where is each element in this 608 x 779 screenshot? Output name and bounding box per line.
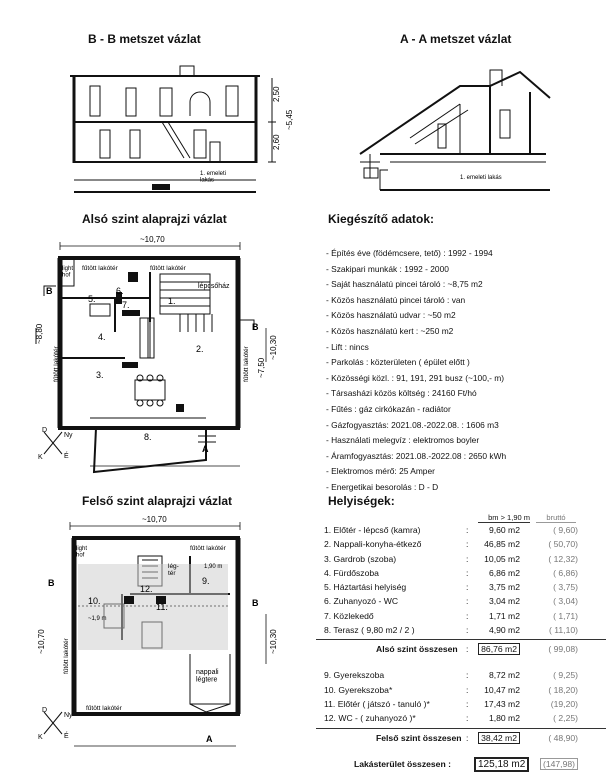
room-brutto: ( 3,04) xyxy=(553,596,578,607)
lower-compass-ny: Ny xyxy=(64,432,73,439)
room-bm: 8,72 m2 xyxy=(488,670,520,681)
lower-total-row: Alsó szint összesen : 86,76 m2 ( 99,08) xyxy=(376,644,578,655)
upper-cut-b-left: B xyxy=(48,578,55,588)
col-brutto-header: bruttó xyxy=(536,513,576,523)
room-name: 9. Gyerekszoba xyxy=(324,670,385,681)
upper-room-9: 9. xyxy=(202,576,210,586)
room-name: 12. WC - ( zuhanyozó )* xyxy=(324,713,416,724)
lower-cut-a: A xyxy=(202,444,209,454)
upper-dim-left: ~10,70 xyxy=(37,629,46,654)
room-brutto: ( 9,25) xyxy=(553,670,578,681)
aa-section-drawing xyxy=(350,58,570,198)
lower-room-2: 2. xyxy=(196,344,204,354)
info-line: - Parkolás : közterületen ( épület előtt ) xyxy=(326,357,470,368)
room-bm: 3,04 m2 xyxy=(488,596,520,607)
table-row: 9. Gyerekszoba : 8,72 m2 ( 9,25) xyxy=(324,670,578,681)
bb-dim-total: ~5,45 xyxy=(285,109,294,130)
upper-compass-ny: Ny xyxy=(64,712,73,719)
extra-info-list xyxy=(326,246,604,496)
upper-total-brutto: ( 48,90) xyxy=(548,732,578,743)
aa-floor-label: 1. emeleti lakás xyxy=(460,175,502,181)
lower-dim-left: ~8,80 xyxy=(35,323,44,344)
upper-compass xyxy=(44,712,62,734)
upper-height-mark-1: 1,90 m xyxy=(204,564,223,570)
room-name: 3. Gardrob (szoba) xyxy=(324,553,397,564)
info-line: - Közös használatú pincei tároló : van xyxy=(326,294,466,305)
upper-compass-k: K xyxy=(38,734,43,741)
upper-cut-b-right: B xyxy=(252,598,259,608)
info-line: - Elektromos mérő: 25 Amper xyxy=(326,466,435,477)
room-brutto: (19,20) xyxy=(550,698,578,709)
upper-compass-e: É xyxy=(64,733,69,740)
room-bm: 10,47 m2 xyxy=(484,684,520,695)
info-line: - Gázfogyasztás: 2021.08.-2022.08. : 1606 m3 xyxy=(326,419,499,430)
room-name: 6. Zuhanyozó - WC xyxy=(324,596,399,607)
lower-room-3: 3. xyxy=(96,370,104,380)
table-row: 6. Zuhanyozó - WC : 3,04 m2 ( 3,04) xyxy=(324,596,578,607)
info-line: - Társasházi közös költség : 24160 Ft/hó xyxy=(326,388,477,399)
upper-floor-plan xyxy=(30,514,290,758)
info-line: - Építés éve (födémcsere, tető) : 1992 - 1994 xyxy=(326,248,493,258)
lower-heated-left: fűtött lakótér xyxy=(53,346,60,382)
col-bm-header: bm > 1,90 m xyxy=(478,513,530,523)
info-line: - Fűtés : gáz cirkókazán - radiátor xyxy=(326,403,451,414)
upper-gallery: nappali légtere xyxy=(196,669,219,684)
room-bm: 1,80 m2 xyxy=(488,713,520,724)
upper-total-bm: 38,42 m2 xyxy=(478,732,520,744)
bb-section-title: B - B metszet vázlat xyxy=(88,32,201,46)
room-brutto: ( 18,20) xyxy=(548,684,578,695)
lower-dim-right: ~10,30 xyxy=(269,335,278,360)
lower-compass xyxy=(44,432,62,454)
upper-heated-1: fűtött lakótér xyxy=(190,545,226,552)
table-row: 12. WC - ( zuhanyozó )* : 1,80 m2 ( 2,25) xyxy=(316,713,606,728)
table-row: 3. Gardrob (szoba) : 10,05 m2 ( 12,32) xyxy=(324,553,578,564)
info-line: - Áramfogyasztás: 2021.08.-2022.08 : 2650 kWh xyxy=(326,450,507,461)
room-brutto: ( 6,86) xyxy=(553,567,578,578)
grand-total-label: Lakásterület összesen : xyxy=(354,758,451,769)
upper-compass-d: D xyxy=(42,707,48,714)
room-brutto: ( 1,71) xyxy=(553,610,578,621)
info-line: - Lift : nincs xyxy=(326,341,369,352)
bb-dim-lower: 2,60 xyxy=(272,134,281,150)
bb-section-drawing xyxy=(60,58,300,198)
table-row: 8. Terasz ( 9,80 m2 / 2 ) : 4,90 m2 ( 11,10) xyxy=(316,625,606,640)
info-line: - Használati melegvíz : elektromos boyler xyxy=(326,435,480,446)
lower-compass-d: D xyxy=(42,427,48,434)
upper-heated-bottom: fűtött lakótér xyxy=(86,705,122,712)
rooms-table xyxy=(316,513,606,779)
lower-compass-k: K xyxy=(38,454,43,461)
room-bm: 17,43 m2 xyxy=(484,698,520,709)
room-brutto: ( 3,75) xyxy=(553,582,578,593)
lower-cut-b-right: B xyxy=(252,322,259,332)
room-brutto: ( 50,70) xyxy=(548,539,578,550)
room-bm: 10,05 m2 xyxy=(484,553,520,564)
bb-floor-label: 1. emeleti lakás xyxy=(200,171,227,184)
lower-total-brutto: ( 99,08) xyxy=(548,644,578,655)
grand-total-bm: 125,18 m2 xyxy=(474,757,529,772)
lower-room-5: 5. xyxy=(88,294,96,304)
room-bm: 4,90 m2 xyxy=(488,625,520,636)
aa-section-title: A - A metszet vázlat xyxy=(400,32,512,46)
table-row: 5. Háztartási helyiség : 3,75 m2 ( 3,75) xyxy=(324,582,578,593)
room-brutto: ( 2,25) xyxy=(553,713,578,724)
upper-room-10: 10. xyxy=(88,596,101,606)
upper-room-12: 12. xyxy=(140,584,153,594)
upper-dim-right: ~10,30 xyxy=(269,629,278,654)
room-name: 4. Fürdőszoba xyxy=(324,567,379,578)
lower-heated-2: fűtött lakótér xyxy=(150,265,186,272)
upper-lighthof: light hof xyxy=(76,546,88,559)
lower-heated-1: fűtött lakótér xyxy=(82,265,118,272)
info-line: - Közös használatú udvar : ~50 m2 xyxy=(326,310,456,321)
info-line: - Szakipari munkák : 1992 - 2000 xyxy=(326,263,449,274)
table-row: 7. Közlekedő : 1,71 m2 ( 1,71) xyxy=(324,610,578,621)
grand-total-row xyxy=(316,759,606,779)
extra-info-title: Kiegészítő adatok: xyxy=(328,212,435,226)
lower-total-label: Alsó szint összesen xyxy=(376,644,458,655)
upper-cut-a: A xyxy=(206,734,213,744)
upper-heated-left: fűtött lakótér xyxy=(63,638,70,674)
lower-room-7: 7. xyxy=(122,300,130,310)
room-bm: 1,71 m2 xyxy=(488,610,520,621)
lower-dim-mid: ~7,50 xyxy=(257,357,266,378)
info-line: - Közösségi közl. : 91, 191, 291 busz (~100,- m) xyxy=(326,372,505,383)
grand-total-brutto: (147,98) xyxy=(540,758,578,770)
table-row: 1. Előtér - lépcső (kamra) : 9,60 m2 ( 9,60) xyxy=(324,525,578,535)
room-name: 8. Terasz ( 9,80 m2 / 2 ) xyxy=(324,625,415,636)
upper-plan-title: Felső szint alaprajzi vázlat xyxy=(82,494,233,508)
info-line: - Saját használatú pincei tároló : ~8,75 m2 xyxy=(326,279,483,290)
room-bm: 3,75 m2 xyxy=(488,582,520,593)
room-bm: 46,85 m2 xyxy=(484,539,520,550)
room-bm: 9,60 m2 xyxy=(488,525,520,535)
room-brutto: ( 12,32) xyxy=(548,553,578,564)
lower-heated-right: fűtött lakótér xyxy=(243,346,250,382)
upper-stair-label: lég-tér xyxy=(168,563,179,578)
lower-stairwell: lépcsőház xyxy=(198,283,230,290)
table-row: 2. Nappali-konyha-étkező : 46,85 m2 ( 50,70) xyxy=(324,539,578,550)
lower-cut-b-left: B xyxy=(46,286,53,296)
table-row: 10. Gyerekszoba* : 10,47 m2 ( 18,20) xyxy=(324,684,578,695)
lower-room-8: 8. xyxy=(144,432,152,442)
info-line: - Energetikai besorolás : D - D xyxy=(326,481,439,492)
room-name: 7. Közlekedő xyxy=(324,610,374,621)
rooms-header xyxy=(316,513,606,525)
lower-lighthof: light hof xyxy=(62,266,74,279)
room-name: 5. Háztartási helyiség xyxy=(324,582,407,593)
info-line: - Közös használatú kert : ~250 m2 xyxy=(326,325,454,336)
lower-total-bm: 86,76 m2 xyxy=(478,643,520,655)
lower-room-6: 6. xyxy=(116,286,124,296)
room-bm: 6,86 m2 xyxy=(488,567,520,578)
upper-room-11: 11. xyxy=(156,602,168,612)
bb-dim-upper: 2,50 xyxy=(272,86,281,102)
lower-floor-plan xyxy=(30,232,290,476)
upper-total-row: Felső szint összesen : 38,42 m2 ( 48,90) xyxy=(376,732,578,743)
upper-height-mark-2: ~1,9 m xyxy=(88,616,107,622)
lower-compass-e: É xyxy=(64,453,69,460)
table-row: 11. Előtér ( játszó - tanuló )* : 17,43 m2 (19,20) xyxy=(324,698,578,709)
upper-total-label: Felső szint összesen xyxy=(376,732,462,743)
room-brutto: ( 11,10) xyxy=(549,625,578,636)
table-row: 4. Fürdőszoba : 6,86 m2 ( 6,86) xyxy=(324,567,578,578)
upper-width-dim: ~10,70 xyxy=(142,515,167,524)
room-name: 10. Gyerekszoba* xyxy=(324,684,393,695)
rooms-title: Helyiségek: xyxy=(328,494,395,508)
room-name: 2. Nappali-konyha-étkező xyxy=(324,539,422,550)
lower-room-1: 1. xyxy=(168,296,176,306)
room-brutto: ( 9,60) xyxy=(553,525,578,535)
room-name: 11. Előtér ( játszó - tanuló )* xyxy=(324,698,430,709)
lower-room-4: 4. xyxy=(98,332,106,342)
room-name: 1. Előtér - lépcső (kamra) xyxy=(324,525,421,535)
lower-plan-title: Alsó szint alaprajzi vázlat xyxy=(82,212,227,226)
lower-width-dim: ~10,70 xyxy=(140,235,165,244)
